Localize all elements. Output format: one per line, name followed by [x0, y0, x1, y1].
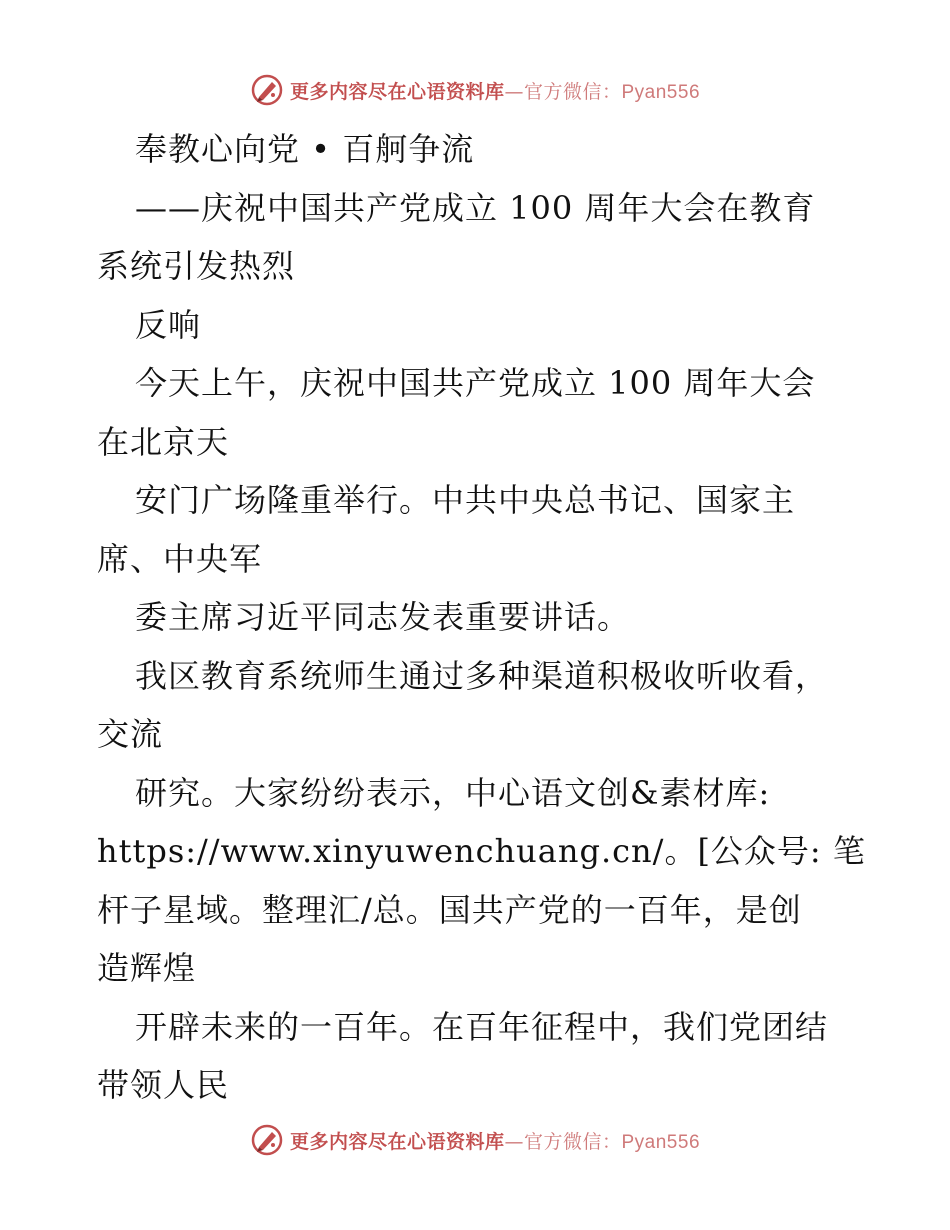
- body-line: 今天上午，庆祝中国共产党成立 100 周年大会: [135, 364, 816, 402]
- body-line: 在北京天: [97, 422, 230, 461]
- body-line: 我区教育系统师生通过多种渠道积极收听收看，: [135, 656, 829, 695]
- body-line: 造辉煌: [97, 949, 197, 987]
- header-wechat-id: Pyan556: [621, 81, 701, 103]
- body-line: https://www.xinyuwenchuang.cn/。[公众号: 笔: [97, 832, 866, 870]
- page-header: [0, 70, 950, 110]
- footer-banner-text: [290, 1127, 700, 1154]
- body-line: 交流: [97, 715, 164, 753]
- body-line: 带领人民: [97, 1066, 230, 1104]
- body-line: 反响: [135, 305, 202, 344]
- header-banner-secondary: —官方微信：: [504, 80, 622, 103]
- header-banner-primary: 更多内容尽在心语资料库: [289, 80, 505, 103]
- footer-banner-primary: 更多内容尽在心语资料库: [289, 1130, 505, 1153]
- body-line: ——庆祝中国共产党成立 100 周年大会在教育: [135, 188, 816, 227]
- body-line: 系统引发热烈: [97, 247, 296, 285]
- body-line: 席、中央军: [97, 539, 263, 578]
- logo-icon: [250, 1123, 284, 1157]
- body-line: 杆子星域。整理汇/总。国共产党的一百年，是创: [97, 890, 802, 929]
- document-body: [97, 120, 877, 1115]
- body-line: 开辟未来的一百年。在百年征程中，我们党团结: [135, 1007, 829, 1046]
- footer-banner-secondary: —官方微信：: [504, 1130, 622, 1153]
- body-line: 安门广场隆重举行。中共中央总书记、国家主: [135, 481, 796, 519]
- header-banner[interactable]: [250, 73, 700, 107]
- page-footer: [0, 1120, 950, 1160]
- logo-icon: [250, 73, 284, 107]
- body-line: 委主席习近平同志发表重要讲话。: [135, 598, 631, 636]
- header-banner-text: [290, 77, 700, 104]
- body-line: 研究。大家纷纷表示，中心语文创&素材库:: [135, 773, 771, 812]
- footer-banner[interactable]: [250, 1123, 700, 1157]
- body-line: 奉教心向党 • 百舸争流: [135, 130, 475, 168]
- footer-wechat-id: Pyan556: [621, 1131, 701, 1153]
